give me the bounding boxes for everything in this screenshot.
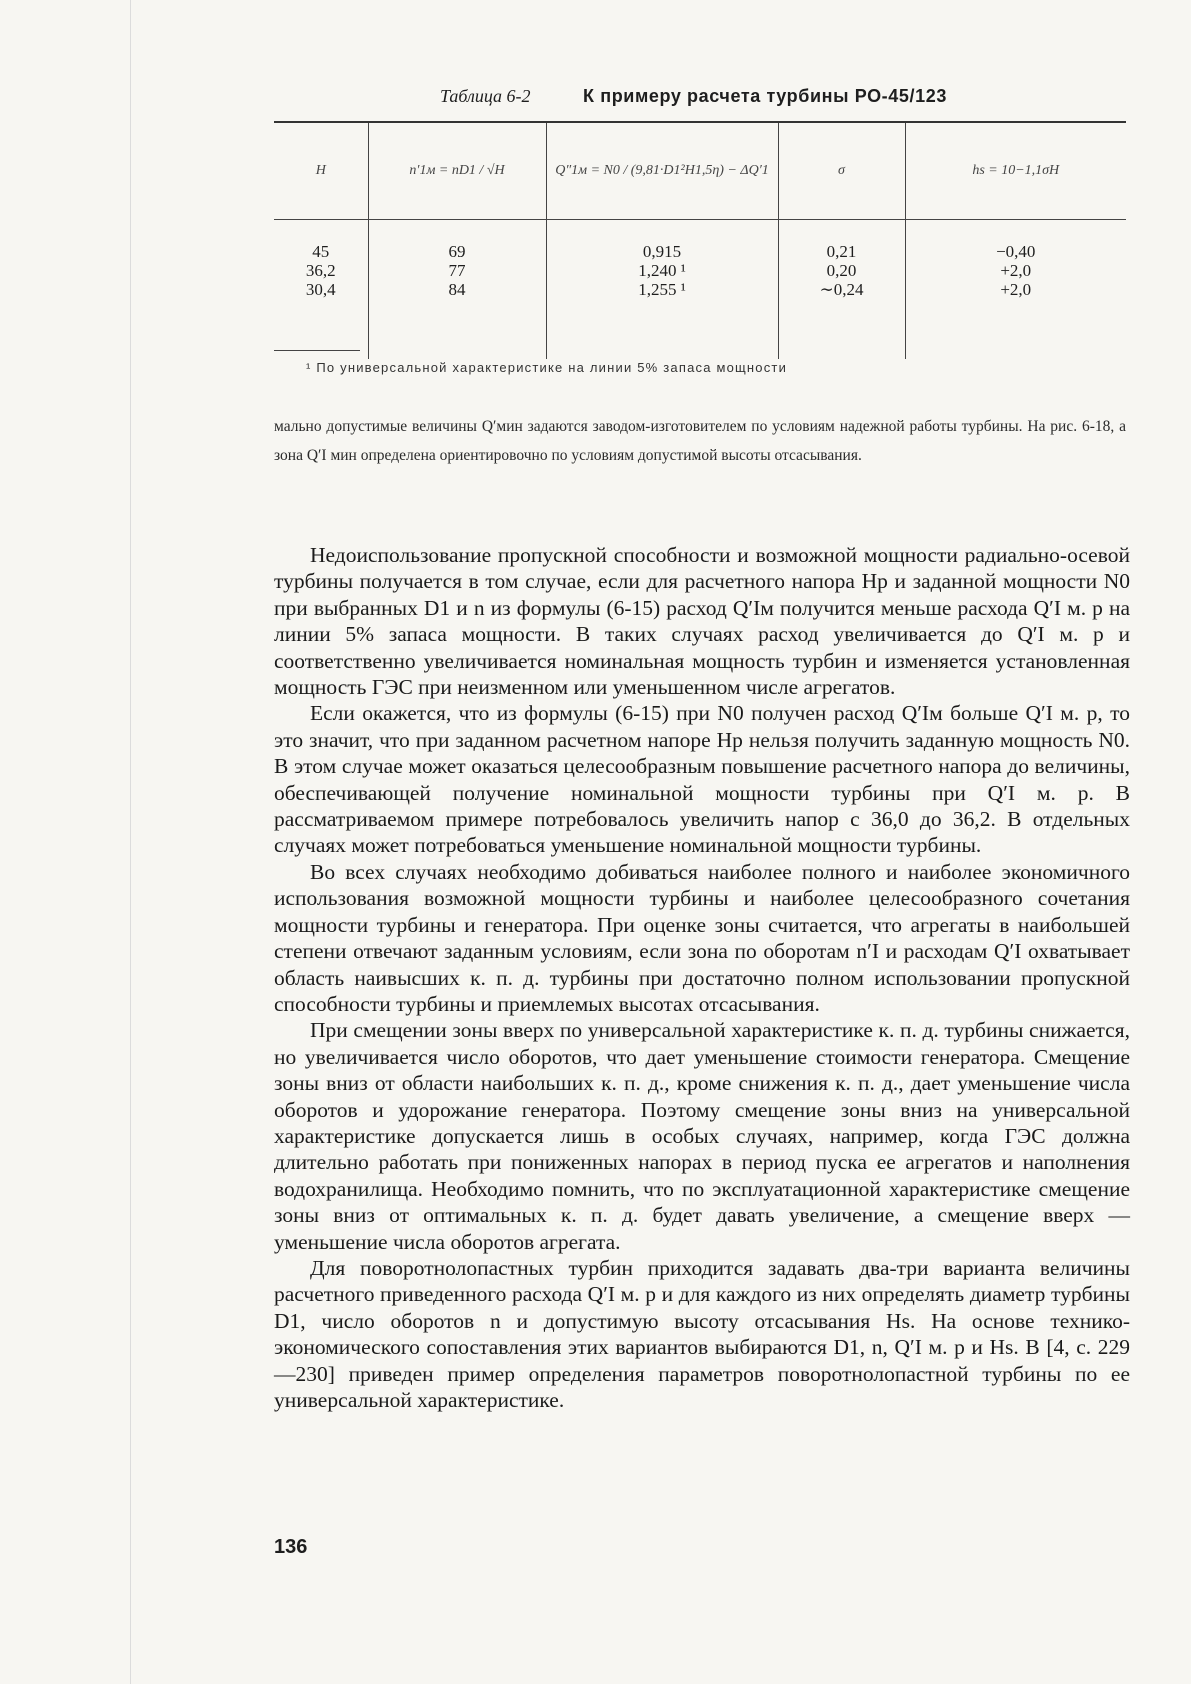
data-table (274, 121, 1126, 359)
column-hs (905, 220, 1126, 360)
table-label: Таблица 6-2 (440, 86, 531, 106)
table-footnote: ¹ По универсальной характеристике на линии 5% запаса мощности (306, 360, 788, 375)
header-h: H (274, 122, 368, 220)
table-cell: 0,21 (826, 242, 857, 261)
table-cell: 0,915 (642, 242, 682, 261)
paragraph: Недоиспользование пропускной способности и возможной мощности радиально-осевой турбины получается в том случае, если для расчетного напора Hр и заданной мощности N0 при выбранных D1 и n из формулы (6-15) расход Q′Iм получится меньше расхода Q′I м. р на линии 5% запаса мощности. В таких случаях расход увеличивается до Q′I м. р и соответственно увеличивается номинальная мощность турбин и изменяется установленная мощность ГЭС при неизменном или уменьшенном числе агрегатов. (274, 543, 1130, 700)
column-h (274, 220, 368, 360)
table-cell: 84 (448, 280, 466, 299)
column-q1m (546, 220, 778, 360)
column-n1m (368, 220, 546, 360)
paragraph: Во всех случаях необходимо добиваться наиболее полного и наиболее экономичного использования возможной мощности турбины и наиболее целесообразного сочетания мощности турбины и генератора. При оценке зоны считается, что агрегаты в наибольшей степени отвечают заданным условиям, если зона по оборотам n′I и расходам Q′I охватывает область наивысших к. п. д. турбины при достаточно полном использовании пропускной способности турбины и приемлемых высотах отсасывания. (274, 859, 1130, 1016)
table-cell: 77 (448, 261, 466, 280)
binding-shadow (130, 0, 131, 1684)
table-caption (440, 86, 1000, 107)
table-cell: 69 (448, 242, 466, 261)
table-header-row (274, 122, 1126, 220)
header-n1m: n′1м = nD1 / √H (368, 122, 546, 220)
column-sigma (778, 220, 905, 360)
table-cell: ∼0,24 (819, 280, 864, 299)
header-hs: hs = 10−1,1σH (905, 122, 1126, 220)
page-number: 136 (274, 1536, 308, 1558)
table-cell: 1,255 ¹ (638, 280, 686, 299)
small-paragraph: мально допустимые величины Q′мин задаются заводом-изготовителем по условиям надежной работы турбины. На рис. 6-18, а зона Q′I мин определена ориентировочно по условиям допустимой высоты отсасывания. (274, 418, 1126, 464)
table-cell: 1,240 ¹ (638, 261, 686, 280)
header-q1m: Q″1м = N0 / (9,81·D1²H1,5η) − ΔQ′1 (546, 122, 778, 220)
table-cell: +2,0 (1000, 261, 1032, 280)
table-cell: 0,20 (826, 261, 857, 280)
table-title: К примеру расчета турбины РО-45/123 (583, 86, 947, 106)
table-cell: 30,4 (305, 280, 336, 299)
table-cell: −0,40 (996, 242, 1036, 261)
header-sigma: σ (778, 122, 905, 220)
table-cell: +2,0 (1000, 280, 1032, 299)
main-text (274, 542, 1130, 1413)
paragraph: Если окажется, что из формулы (6-15) при N0 получен расход Q′Iм больше Q′I м. р, то это значит, что при заданном расчетном напоре Hр нельзя получить заданную мощность N0. В этом случае может оказаться целесообразным повышение расчетного напора до величины, обеспечивающей получение номинальной мощности турбины при Q′I м. р. В рассматриваемом примере потребовалось увеличить напор с 36,0 до 36,2. В отдельных случаях может потребоваться уменьшение номинальной мощности турбины. (274, 701, 1130, 858)
table-row (274, 220, 1126, 360)
paragraph: При смещении зоны вверх по универсальной характеристике к. п. д. турбины снижается, но увеличивается число оборотов, что дает уменьшение стоимости генератора. Смещение зоны вниз от области наибольших к. п. д., кроме снижения к. п. д., дает уменьшение числа оборотов и удорожание генератора. Поэтому смещение зоны вниз на универсальной характеристике допускается лишь в особых случаях, например, когда ГЭС должна длительно работать при пониженных напорах в период пуска ее агрегатов и наполнения водохранилища. Необходимо помнить, что по эксплуатационной характеристике смещение зоны вниз от оптимальных к. п. д. будет давать увеличение, а смещение вверх — уменьшение числа оборотов агрегата. (274, 1018, 1130, 1254)
footnote-rule (274, 350, 360, 351)
paragraph: Для поворотнолопастных турбин приходится задавать два-три варианта величины расчетного приведенного расхода Q′I м. р и для каждого из них определять диаметр турбины D1, число оборотов n и допустимую высоту отсасывания Hs. На основе технико-экономического сопоставления этих вариантов выбираются D1, n, Q′I м. р и Hs. В [4, с. 229—230] приведен пример определения параметров поворотнолопастной турбины по ее универсальной характеристике. (274, 1255, 1130, 1412)
table-cell: 45 (312, 242, 330, 261)
table-cell: 36,2 (305, 261, 336, 280)
